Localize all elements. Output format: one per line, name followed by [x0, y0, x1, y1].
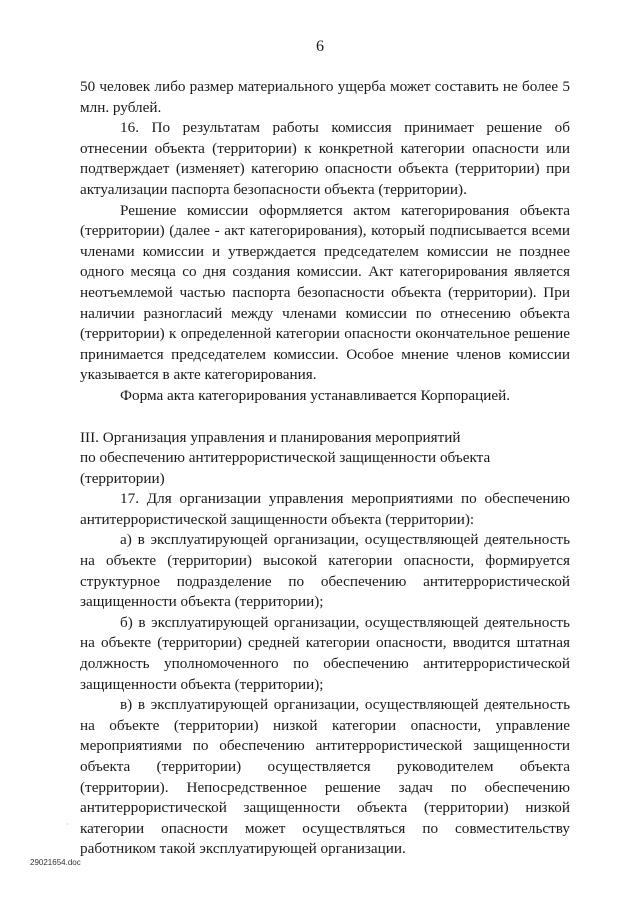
section-heading-line-2: по обеспечению антитеррористической защищенности объекта: [80, 449, 491, 467]
margin-mark: ·: [66, 820, 69, 829]
paragraph-commission-decision: Решение комиссии оформляется актом категорирования объекта (территории) (далее - акт категорирования), который подписывается всеми членами комиссии и утверждается председателем комиссии не позднее одного месяца со дня создания комиссии. Акт категорирования является неотъемлемой частью паспорта безопасности объекта (территории). При наличии разногласий между членами комиссии по отнесению объекта (территории) к определенной категории опасности окончательное решение принимается председателем комиссии. Особое мнение членов комиссии указывается в акте категорирования.: [80, 201, 570, 384]
page-number: 6: [316, 38, 324, 55]
paragraph-17: 17. Для организации управления мероприятиями по обеспечению антитеррористической защищенности объекта (территории):: [80, 490, 570, 528]
paragraph-17a: а) в эксплуатирующей организации, осуществляющей деятельность на объекте (территории) высокой категории опасности, формируется структурное подразделение по обеспечению антитеррористической защищенности объекта (территории);: [80, 531, 570, 611]
paragraph-17c: в) в эксплуатирующей организации, осуществляющей деятельность на объекте (территории) низкой категории опасности, управление мероприятиями по обеспечению антитеррористической защищенности объекта (территории) осуществляется руководителем объекта (территории). Непосредственное решение задач по обеспечению антитеррористической защищенности объекта (территории) низкой категории опасности может осуществляться по совместительству работником такой эксплуатирующей организации.: [80, 696, 570, 858]
paragraph-act-form: Форма акта категорирования устанавливается Корпорацией.: [120, 386, 511, 404]
section-heading-line-1: III. Организация управления и планирования мероприятий: [80, 428, 461, 446]
footer-filename: 29021654.doc: [30, 858, 81, 867]
section-heading-line-3: (территории): [80, 469, 165, 487]
paragraph-16: 16. По результатам работы комиссия принимает решение об отнесении объекта (территории) к конкретной категории опасности или подтверждает (изменяет) категорию опасности объекта (территории) при актуализации паспорта безопасности объекта (территории).: [80, 119, 570, 198]
paragraph-continuation: 50 человек либо размер материального ущерба может составить не более 5 млн. рублей.: [80, 78, 570, 116]
document-body: [80, 77, 570, 860]
paragraph-17b: б) в эксплуатирующей организации, осуществляющей деятельность на объекте (территории) средней категории опасности, вводится штатная должность уполномоченного по обеспечению антитеррористической защищенности объекта (территории);: [80, 613, 570, 693]
